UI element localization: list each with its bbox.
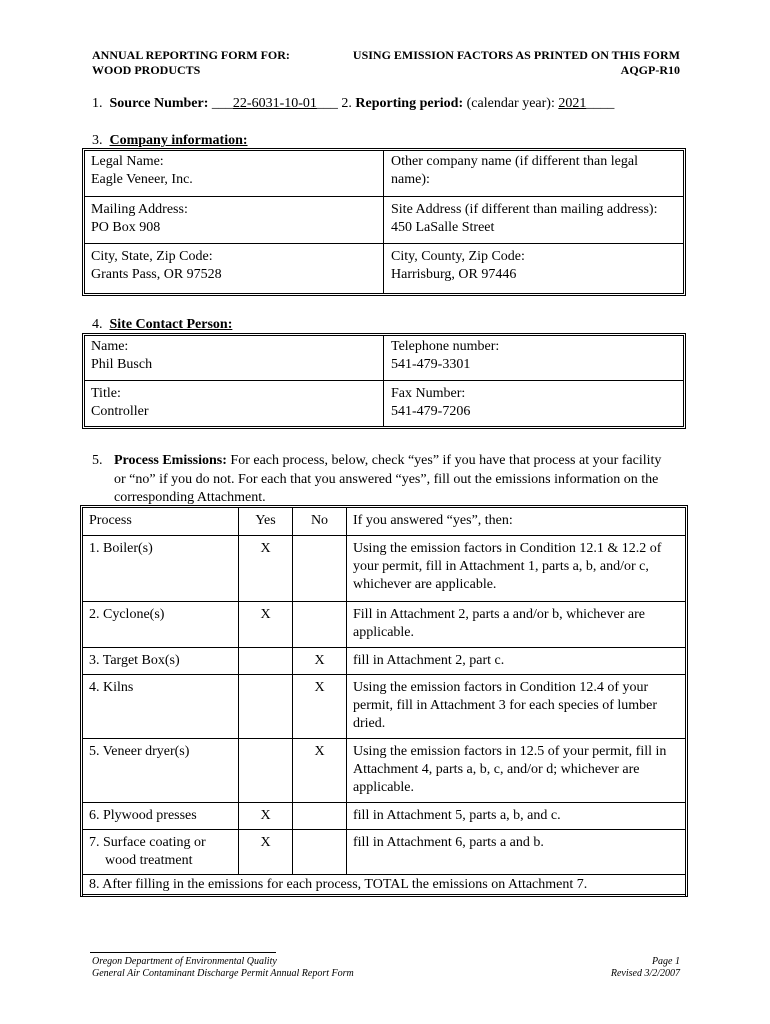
no-mark[interactable]: X [293,675,347,739]
source-number-label: Source Number: [109,96,209,111]
mailing-address-label: Mailing Address: [91,202,188,217]
contact-title-cell [84,383,383,423]
no-mark[interactable] [293,830,347,875]
process-name: 4. Kilns [83,675,239,739]
process-name: 3. Target Box(s) [83,648,239,675]
telephone-label: Telephone number: [391,339,500,354]
footer-left-line2: General Air Contaminant Discharge Permit Annual Report Form [92,968,354,979]
yes-mark[interactable] [239,675,293,739]
source-number-post: ___ [316,96,338,111]
table-row [83,803,686,830]
section5-num: 5. [92,453,103,468]
process-name: 7. Surface coating or wood treatment [83,830,239,875]
yes-mark[interactable] [239,648,293,675]
yes-mark[interactable]: X [239,803,293,830]
then-instructions: fill in Attachment 2, part c. [347,648,686,675]
section5-title: Process Emissions: [114,453,227,468]
header-left [92,48,290,78]
fax-cell [384,383,682,423]
then-instructions: Using the emission factors in Condition 12.1 & 12.2 of your permit, fill in Attachment 1, parts a, b, and/or c, whichever are applicable. [347,536,686,602]
table-row [83,648,686,675]
yes-mark[interactable]: X [239,830,293,875]
site-address-cell [384,199,682,239]
no-mark[interactable] [293,803,347,830]
legal-name-label: Legal Name: [91,154,164,169]
header-right-line1: USING EMISSION FACTORS AS PRINTED ON THIS FORM [352,48,680,62]
section3-title: Company information: [109,133,248,148]
mailing-address-value[interactable]: PO Box 908 [91,220,161,235]
section3-num: 3. [92,133,103,148]
no-mark[interactable] [293,602,347,648]
table-row [83,739,686,803]
header-no: No [293,508,347,536]
process-table-header-row [83,508,686,536]
source-number-value[interactable]: 22-6031-10-01 [232,96,317,111]
then-instructions: Fill in Attachment 2, parts a and/or b, whichever are applicable. [347,602,686,648]
reporting-period-label: Reporting period: [355,96,464,111]
section3-heading [92,132,248,149]
process-name: 1. Boiler(s) [83,536,239,602]
yes-mark[interactable]: X [239,536,293,602]
telephone-cell [384,336,682,376]
section5-instructions: For each process, below, check “yes” if you have that process at your facility or “no” if you do not. For each that you answered “yes”, fill out the emissions information on the corresponding Attachment. [114,453,662,505]
table-final-row [83,875,686,897]
footer-left [92,956,354,980]
city-county-zip-value[interactable]: Harrisburg, OR 97446 [391,267,517,282]
yes-mark[interactable] [239,739,293,803]
no-mark[interactable] [293,536,347,602]
contact-title-value[interactable]: Controller [91,404,149,419]
item1-num: 1. [92,96,103,111]
section4-title: Site Contact Person: [109,317,233,332]
fax-label: Fax Number: [391,386,466,401]
header-yes: Yes [239,508,293,536]
process-name: 6. Plywood presses [83,803,239,830]
then-instructions: Using the emission factors in Condition 12.4 of your permit, fill in Attachment 3 for each species of lumber dried. [347,675,686,739]
total-instruction: 8. After filling in the emissions for each process, TOTAL the emissions on Attachment 7. [83,875,686,897]
section5-text [92,452,672,508]
then-instructions: fill in Attachment 6, parts a and b. [347,830,686,875]
table-row [83,536,686,602]
then-instructions: Using the emission factors in 12.5 of your permit, fill in Attachment 4, parts a, b, c, and/or d; whichever are applicable. [347,739,686,803]
city-county-zip-cell [384,246,682,286]
page-number: Page 1 [651,956,680,967]
contact-name-cell [84,336,383,376]
process-name: 5. Veneer dryer(s) [83,739,239,803]
legal-name-cell [84,151,383,191]
legal-name-value[interactable]: Eagle Veneer, Inc. [91,172,193,187]
contact-name-value[interactable]: Phil Busch [91,357,153,372]
telephone-value[interactable]: 541-479-3301 [391,357,471,372]
fax-value[interactable]: 541-479-7206 [391,404,471,419]
mailing-address-cell [84,199,383,239]
header-process: Process [83,508,239,536]
reporting-period-post: ____ [586,96,615,111]
city-county-zip-label: City, County, Zip Code: [391,249,525,264]
table-row [83,602,686,648]
header-right [353,48,680,78]
other-name-cell [384,151,682,191]
source-number-pre: ___ [211,96,233,111]
section4-num: 4. [92,317,103,332]
header-right-line2: AQGP-R10 [620,63,680,77]
yes-mark[interactable]: X [239,602,293,648]
other-name-label: Other company name (if different than legal name): [391,154,638,187]
header-left-line1: ANNUAL REPORTING FORM FOR: [92,48,290,62]
city-state-zip-label: City, State, Zip Code: [91,249,213,264]
then-instructions: fill in Attachment 5, parts a, b, and c. [347,803,686,830]
no-mark[interactable]: X [293,739,347,803]
no-mark[interactable]: X [293,648,347,675]
revision-date: Revised 3/2/2007 [610,968,680,979]
header-then: If you answered “yes”, then: [347,508,686,536]
header-left-line2: WOOD PRODUCTS [92,63,201,77]
contact-name-label: Name: [91,339,129,354]
site-address-label[interactable]: Site Address (if different than mailing address): 450 LaSalle Street [391,202,658,235]
item2-num: 2. [341,96,352,111]
section4-heading [92,316,232,333]
reporting-period-hint: (calendar year): [466,96,555,111]
table-row [83,830,686,875]
contact-title-label: Title: [91,386,121,401]
footer-rule [90,952,276,953]
footer-right [611,956,680,980]
table-row [83,675,686,739]
city-state-zip-value[interactable]: Grants Pass, OR 97528 [91,267,222,282]
process-name: 2. Cyclone(s) [83,602,239,648]
city-state-zip-cell [84,246,383,286]
reporting-period-value[interactable]: 2021 [558,96,587,111]
process-emissions-table [82,507,686,897]
source-reporting-line [92,95,614,112]
footer-left-line1: Oregon Department of Environmental Quality [92,956,277,967]
